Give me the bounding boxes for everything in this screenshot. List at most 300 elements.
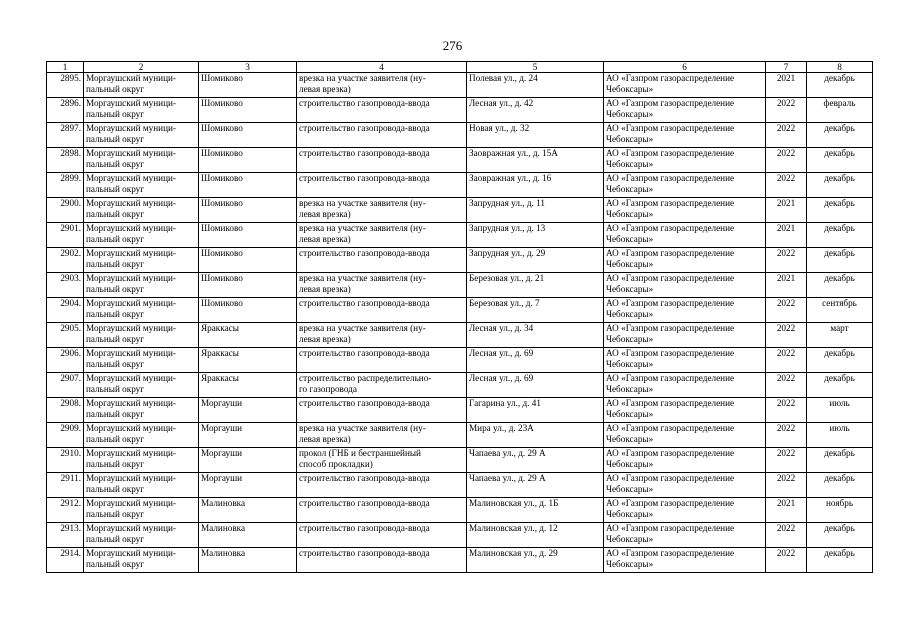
work-type-cell-line: строительство газопровода-ввода <box>299 548 430 559</box>
year-cell <box>766 373 807 398</box>
row-number <box>47 298 84 323</box>
settlement-cell-line: Малиновка <box>201 498 246 509</box>
address-cell-line: Запрудная ул., д. 11 <box>469 198 545 209</box>
district-cell-line: Моргаушский муници- <box>86 173 176 184</box>
settlement-cell <box>199 148 297 173</box>
work-type-cell-line: строительство газопровода-ввода <box>299 523 430 534</box>
year-cell-line: 2021 <box>776 198 796 209</box>
district-cell-line: Моргаушский муници- <box>86 323 176 334</box>
month-cell-line: сентябрь <box>822 298 857 309</box>
row-number-line: 2898. <box>60 148 81 159</box>
address-cell <box>467 123 604 148</box>
table-row <box>47 73 873 98</box>
month-cell-line: декабрь <box>824 198 855 209</box>
work-type-cell-line: врезка на участке заявителя (ну- <box>299 323 426 334</box>
work-type-cell <box>297 398 467 423</box>
year-cell-line: 2022 <box>776 248 796 259</box>
organization-cell <box>604 423 766 448</box>
address-cell-line: Полевая ул., д. 24 <box>469 73 538 84</box>
month-cell-line: декабрь <box>824 348 855 359</box>
year-cell-line: 2022 <box>776 298 796 309</box>
table-row <box>47 273 873 298</box>
organization-cell-line: АО «Газпром газораспределение <box>606 448 735 459</box>
month-cell-line: июль <box>829 398 850 409</box>
district-cell-line: Моргаушский муници- <box>86 523 176 534</box>
settlement-cell <box>199 123 297 148</box>
organization-cell <box>604 73 766 98</box>
table-row <box>47 398 873 423</box>
organization-cell-line: Чебоксары» <box>606 233 654 244</box>
year-cell <box>766 423 807 448</box>
row-number <box>47 248 84 273</box>
organization-cell-line: Чебоксары» <box>606 508 654 519</box>
row-number-line: 2908. <box>60 398 81 409</box>
organization-cell-line: Чебоксары» <box>606 458 654 469</box>
column-header: 5 <box>467 62 604 73</box>
work-type-cell-line: врезка на участке заявителя (ну- <box>299 423 426 434</box>
district-cell-line: Моргаушский муници- <box>86 548 176 559</box>
district-cell-line: пальный округ <box>86 283 145 294</box>
settlement-cell <box>199 273 297 298</box>
address-cell-line: Заовражная ул., д. 16 <box>469 173 552 184</box>
address-cell-line: Малиновская ул., д. 1Б <box>469 498 559 509</box>
district-cell-line: пальный округ <box>86 383 145 394</box>
district-cell <box>84 498 199 523</box>
month-cell-line: декабрь <box>824 223 855 234</box>
address-cell-line: Лесная ул., д. 34 <box>469 323 534 334</box>
row-number <box>47 198 84 223</box>
work-type-cell-line: строительство газопровода-ввода <box>299 473 430 484</box>
organization-cell-line: Чебоксары» <box>606 408 654 419</box>
settlement-cell <box>199 173 297 198</box>
organization-cell-line: Чебоксары» <box>606 183 654 194</box>
address-cell-line: Мира ул., д. 23А <box>469 423 534 434</box>
organization-cell-line: АО «Газпром газораспределение <box>606 423 735 434</box>
organization-cell-line: АО «Газпром газораспределение <box>606 523 735 534</box>
month-cell-line: март <box>830 323 849 334</box>
organization-cell-line: Чебоксары» <box>606 258 654 269</box>
month-cell <box>807 448 873 473</box>
month-cell-line: декабрь <box>824 373 855 384</box>
row-number-line: 2910. <box>60 448 81 459</box>
district-cell-line: Моргаушский муници- <box>86 298 176 309</box>
organization-cell-line: Чебоксары» <box>606 208 654 219</box>
work-type-cell-line: левая врезка) <box>299 333 351 344</box>
row-number-line: 2914. <box>60 548 81 559</box>
year-cell <box>766 398 807 423</box>
work-type-cell-line: строительство газопровода-ввода <box>299 148 430 159</box>
row-number-line: 2899. <box>60 173 81 184</box>
month-cell-line: декабрь <box>824 273 855 284</box>
table-row <box>47 498 873 523</box>
work-type-cell-line: строительство газопровода-ввода <box>299 498 430 509</box>
month-cell <box>807 173 873 198</box>
table-row <box>47 123 873 148</box>
year-cell <box>766 348 807 373</box>
organization-cell-line: АО «Газпром газораспределение <box>606 173 735 184</box>
table-row <box>47 348 873 373</box>
table-row <box>47 198 873 223</box>
address-cell <box>467 348 604 373</box>
month-cell <box>807 123 873 148</box>
column-header: 4 <box>297 62 467 73</box>
settlement-cell <box>199 348 297 373</box>
address-cell-line: Березовая ул., д. 7 <box>469 298 540 309</box>
year-cell-line: 2021 <box>776 73 796 84</box>
district-cell <box>84 123 199 148</box>
year-cell <box>766 523 807 548</box>
organization-cell-line: Чебоксары» <box>606 558 654 569</box>
address-cell <box>467 198 604 223</box>
organization-cell-line: Чебоксары» <box>606 433 654 444</box>
row-number <box>47 73 84 98</box>
address-cell <box>467 323 604 348</box>
organization-cell <box>604 473 766 498</box>
address-cell-line: Новая ул., д. 32 <box>469 123 530 134</box>
work-type-cell-line: строительство газопровода-ввода <box>299 248 430 259</box>
table-row <box>47 248 873 273</box>
row-number <box>47 223 84 248</box>
month-cell-line: декабрь <box>824 473 855 484</box>
row-number-line: 2907. <box>60 373 81 384</box>
table-row <box>47 548 873 573</box>
settlement-cell-line: Шомиково <box>201 223 243 234</box>
month-cell <box>807 198 873 223</box>
month-cell-line: декабрь <box>824 523 855 534</box>
table-row <box>47 98 873 123</box>
district-cell-line: пальный округ <box>86 483 145 494</box>
work-type-cell <box>297 98 467 123</box>
address-cell-line: Запрудная ул., д. 29 <box>469 248 546 259</box>
settlement-cell-line: Яраккасы <box>201 373 239 384</box>
district-cell <box>84 148 199 173</box>
address-cell <box>467 423 604 448</box>
month-cell <box>807 248 873 273</box>
district-cell-line: пальный округ <box>86 83 145 94</box>
settlement-cell <box>199 523 297 548</box>
row-number-line: 2897. <box>60 123 81 134</box>
work-type-cell-line: врезка на участке заявителя (ну- <box>299 198 426 209</box>
address-cell-line: Заовражная ул., д. 15А <box>469 148 558 159</box>
table-row <box>47 223 873 248</box>
organization-cell-line: АО «Газпром газораспределение <box>606 198 735 209</box>
month-cell <box>807 323 873 348</box>
year-cell <box>766 173 807 198</box>
row-number <box>47 348 84 373</box>
settlement-cell-line: Малиновка <box>201 548 246 559</box>
address-cell <box>467 473 604 498</box>
row-number-line: 2900. <box>60 198 81 209</box>
year-cell-line: 2022 <box>776 373 796 384</box>
address-cell <box>467 523 604 548</box>
table-row <box>47 148 873 173</box>
organization-cell-line: АО «Газпром газораспределение <box>606 373 735 384</box>
page-number: 276 <box>442 38 463 53</box>
settlement-cell-line: Моргауши <box>201 398 243 409</box>
row-number <box>47 98 84 123</box>
year-cell-line: 2022 <box>776 148 796 159</box>
settlement-cell <box>199 248 297 273</box>
organization-cell-line: АО «Газпром газораспределение <box>606 223 735 234</box>
column-header: 6 <box>604 62 766 73</box>
address-cell <box>467 73 604 98</box>
row-number <box>47 423 84 448</box>
row-number <box>47 323 84 348</box>
settlement-cell <box>199 373 297 398</box>
month-cell <box>807 98 873 123</box>
work-type-cell-line: врезка на участке заявителя (ну- <box>299 273 426 284</box>
address-cell <box>467 223 604 248</box>
organization-cell-line: АО «Газпром газораспределение <box>606 298 735 309</box>
settlement-cell-line: Моргауши <box>201 423 243 434</box>
organization-cell <box>604 323 766 348</box>
year-cell-line: 2022 <box>776 423 796 434</box>
work-type-cell-line: левая врезка) <box>299 233 351 244</box>
year-cell <box>766 98 807 123</box>
district-cell-line: пальный округ <box>86 308 145 319</box>
address-cell <box>467 448 604 473</box>
district-cell-line: пальный округ <box>86 458 145 469</box>
row-number-line: 2905. <box>60 323 81 334</box>
organization-cell-line: АО «Газпром газораспределение <box>606 498 735 509</box>
row-number-line: 2896. <box>60 98 81 109</box>
work-type-cell-line: врезка на участке заявителя (ну- <box>299 73 426 84</box>
organization-cell-line: Чебоксары» <box>606 483 654 494</box>
year-cell <box>766 323 807 348</box>
work-type-cell <box>297 523 467 548</box>
year-cell <box>766 198 807 223</box>
district-cell-line: пальный округ <box>86 208 145 219</box>
organization-cell-line: АО «Газпром газораспределение <box>606 98 735 109</box>
settlement-cell <box>199 423 297 448</box>
organization-cell-line: Чебоксары» <box>606 308 654 319</box>
year-cell <box>766 73 807 98</box>
gasification-table <box>46 61 873 573</box>
district-cell <box>84 523 199 548</box>
row-number <box>47 548 84 573</box>
organization-cell-line: АО «Газпром газораспределение <box>606 248 735 259</box>
address-cell-line: Гагарина ул., д. 41 <box>469 398 541 409</box>
year-cell-line: 2021 <box>776 273 796 284</box>
district-cell-line: пальный округ <box>86 408 145 419</box>
table-row <box>47 473 873 498</box>
district-cell <box>84 298 199 323</box>
work-type-cell-line: врезка на участке заявителя (ну- <box>299 223 426 234</box>
organization-cell-line: Чебоксары» <box>606 83 654 94</box>
organization-cell-line: АО «Газпром газораспределение <box>606 473 735 484</box>
settlement-cell <box>199 448 297 473</box>
district-cell-line: Моргаушский муници- <box>86 473 176 484</box>
address-cell-line: Лесная ул., д. 69 <box>469 348 534 359</box>
district-cell <box>84 98 199 123</box>
organization-cell <box>604 348 766 373</box>
month-cell <box>807 73 873 98</box>
settlement-cell-line: Шомиково <box>201 173 243 184</box>
year-cell-line: 2022 <box>776 98 796 109</box>
settlement-cell <box>199 198 297 223</box>
year-cell-line: 2022 <box>776 123 796 134</box>
month-cell-line: декабрь <box>824 248 855 259</box>
organization-cell <box>604 98 766 123</box>
district-cell <box>84 373 199 398</box>
work-type-cell-line: способ прокладки) <box>299 458 373 469</box>
table-row <box>47 323 873 348</box>
address-cell-line: Малиновская ул., д. 12 <box>469 523 558 534</box>
work-type-cell <box>297 273 467 298</box>
address-cell-line: Малиновская ул., д. 29 <box>469 548 558 559</box>
address-cell-line: Лесная ул., д. 69 <box>469 373 534 384</box>
district-cell <box>84 348 199 373</box>
organization-cell-line: АО «Газпром газораспределение <box>606 323 735 334</box>
address-cell-line: Чапаева ул., д. 29 А <box>469 448 546 459</box>
column-header: 2 <box>84 62 199 73</box>
settlement-cell-line: Малиновка <box>201 523 246 534</box>
organization-cell-line: Чебоксары» <box>606 533 654 544</box>
work-type-cell-line: строительство газопровода-ввода <box>299 398 430 409</box>
district-cell-line: пальный округ <box>86 358 145 369</box>
district-cell-line: пальный округ <box>86 333 145 344</box>
month-cell <box>807 223 873 248</box>
work-type-cell <box>297 448 467 473</box>
year-cell <box>766 448 807 473</box>
row-number <box>47 123 84 148</box>
settlement-cell <box>199 323 297 348</box>
header-row <box>47 62 873 73</box>
district-cell <box>84 273 199 298</box>
work-type-cell <box>297 248 467 273</box>
work-type-cell <box>297 148 467 173</box>
district-cell-line: Моргаушский муници- <box>86 248 176 259</box>
district-cell-line: Моргаушский муници- <box>86 398 176 409</box>
table-row <box>47 298 873 323</box>
month-cell <box>807 273 873 298</box>
settlement-cell <box>199 73 297 98</box>
organization-cell <box>604 398 766 423</box>
row-number-line: 2909. <box>60 423 81 434</box>
address-cell <box>467 173 604 198</box>
column-header: 7 <box>766 62 807 73</box>
work-type-cell <box>297 373 467 398</box>
table-row <box>47 523 873 548</box>
month-cell <box>807 348 873 373</box>
settlement-cell-line: Шомиково <box>201 248 243 259</box>
work-type-cell-line: левая врезка) <box>299 283 351 294</box>
work-type-cell-line: строительство газопровода-ввода <box>299 298 430 309</box>
district-cell <box>84 173 199 198</box>
month-cell-line: декабрь <box>824 448 855 459</box>
year-cell-line: 2022 <box>776 448 796 459</box>
row-number <box>47 398 84 423</box>
organization-cell-line: Чебоксары» <box>606 383 654 394</box>
year-cell <box>766 473 807 498</box>
row-number <box>47 173 84 198</box>
work-type-cell-line: строительство газопровода-ввода <box>299 98 430 109</box>
work-type-cell-line: строительство газопровода-ввода <box>299 123 430 134</box>
row-number <box>47 498 84 523</box>
year-cell <box>766 298 807 323</box>
work-type-cell <box>297 348 467 373</box>
organization-cell <box>604 298 766 323</box>
row-number <box>47 523 84 548</box>
organization-cell <box>604 523 766 548</box>
month-cell-line: ноябрь <box>825 498 854 509</box>
year-cell <box>766 123 807 148</box>
address-cell <box>467 373 604 398</box>
month-cell-line: декабрь <box>824 173 855 184</box>
organization-cell <box>604 173 766 198</box>
district-cell <box>84 448 199 473</box>
organization-cell-line: Чебоксары» <box>606 108 654 119</box>
district-cell-line: Моргаушский муници- <box>86 123 176 134</box>
organization-cell <box>604 548 766 573</box>
address-cell-line: Лесная ул., д. 42 <box>469 98 534 109</box>
district-cell-line: пальный округ <box>86 258 145 269</box>
organization-cell-line: АО «Газпром газораспределение <box>606 148 735 159</box>
row-number-line: 2902. <box>60 248 81 259</box>
work-type-cell <box>297 423 467 448</box>
district-cell-line: пальный округ <box>86 133 145 144</box>
row-number <box>47 273 84 298</box>
organization-cell-line: АО «Газпром газораспределение <box>606 348 735 359</box>
month-cell <box>807 523 873 548</box>
row-number <box>47 473 84 498</box>
settlement-cell-line: Моргауши <box>201 448 243 459</box>
column-header: 1 <box>47 62 84 73</box>
district-cell <box>84 548 199 573</box>
month-cell-line: февраль <box>823 98 856 109</box>
organization-cell <box>604 198 766 223</box>
work-type-cell <box>297 73 467 98</box>
organization-cell-line: Чебоксары» <box>606 158 654 169</box>
organization-cell <box>604 223 766 248</box>
work-type-cell <box>297 223 467 248</box>
work-type-cell <box>297 173 467 198</box>
address-cell <box>467 273 604 298</box>
organization-cell <box>604 148 766 173</box>
table-row <box>47 173 873 198</box>
organization-cell-line: АО «Газпром газораспределение <box>606 273 735 284</box>
month-cell <box>807 548 873 573</box>
work-type-cell-line: левая врезка) <box>299 433 351 444</box>
work-type-cell <box>297 198 467 223</box>
row-number-line: 2912. <box>60 498 81 509</box>
work-type-cell-line: прокол (ГНБ и бестраншейный <box>299 448 421 459</box>
district-cell-line: Моргаушский муници- <box>86 198 176 209</box>
address-cell <box>467 98 604 123</box>
district-cell <box>84 223 199 248</box>
row-number <box>47 373 84 398</box>
month-cell <box>807 423 873 448</box>
district-cell <box>84 323 199 348</box>
settlement-cell-line: Шомиково <box>201 298 243 309</box>
work-type-cell <box>297 498 467 523</box>
settlement-cell-line: Моргауши <box>201 473 243 484</box>
year-cell-line: 2021 <box>776 498 796 509</box>
organization-cell-line: АО «Газпром газораспределение <box>606 73 735 84</box>
district-cell-line: пальный округ <box>86 158 145 169</box>
address-cell <box>467 398 604 423</box>
settlement-cell-line: Шомиково <box>201 123 243 134</box>
district-cell-line: пальный округ <box>86 233 145 244</box>
year-cell-line: 2022 <box>776 523 796 534</box>
month-cell <box>807 373 873 398</box>
year-cell-line: 2022 <box>776 548 796 559</box>
organization-cell <box>604 498 766 523</box>
district-cell-line: пальный округ <box>86 433 145 444</box>
settlement-cell <box>199 98 297 123</box>
row-number-line: 2901. <box>60 223 81 234</box>
row-number-line: 2904. <box>60 298 81 309</box>
